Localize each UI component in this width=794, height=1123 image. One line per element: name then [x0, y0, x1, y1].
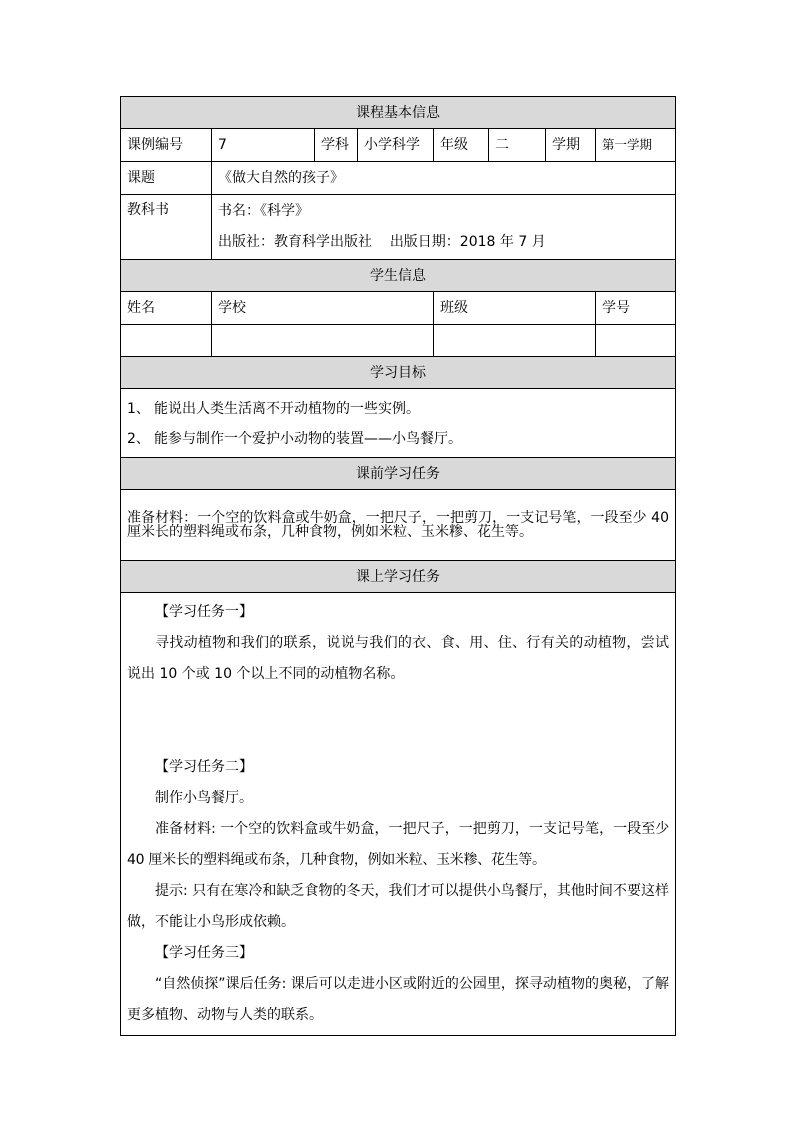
task1-text: 寻找动植物和我们的联系，说说与我们的衣、食、用、住、行有关的动植物，尝试说出 10 个或 10 个以上不同的动植物名称。	[127, 635, 669, 682]
grade-label: 年级	[434, 129, 489, 162]
task2-line1: 制作小鸟餐厅。	[155, 790, 253, 806]
task3-text: “自然侦探”课后任务: 课后可以走进小区或附近的公园里，探寻动植物的奥秘，了解更多植物、动物与人类的联系。	[127, 976, 669, 1023]
semester-label: 学期	[546, 129, 596, 162]
student-id-value	[596, 325, 676, 357]
task2-tip: 提示: 只有在寒冷和缺乏食物的冬天，我们才可以提供小鸟餐厅，其他时间不要这样做，不能让小鸟形成依赖。	[127, 883, 669, 930]
school-label: 学校	[212, 292, 434, 325]
task1-title: 【学习任务一】	[155, 604, 253, 620]
student-id-label: 学号	[596, 292, 676, 325]
book-name: 书名：《科学》	[218, 203, 309, 219]
class-value	[434, 325, 596, 357]
class-label: 班级	[434, 292, 596, 325]
section-basic-info: 课程基本信息	[121, 97, 676, 129]
topic-value: 《做大自然的孩子》	[212, 162, 676, 195]
school-value	[212, 325, 434, 357]
goal-item: 1、 能说出人类生活离不开动植物的一些实例。	[127, 401, 420, 417]
subject-label: 学科	[315, 129, 358, 162]
section-learning-goals: 学习目标	[121, 357, 676, 389]
publish-date: 出版日期：2018 年 7 月	[389, 234, 546, 250]
textbook-label: 教科书	[121, 195, 212, 260]
answer-space	[127, 690, 669, 752]
case-no-label: 课例编号	[121, 129, 212, 162]
publisher-line	[218, 227, 669, 258]
pre-class-materials: 准备材料：一个空的饮料盒或牛奶盒，一把尺子，一把剪刀，一支记号笔，一段至少 40 厘米长的塑料绳或布条，几种食物，例如米粒、玉米糁、花生等。	[121, 490, 676, 561]
learning-goals-list	[121, 389, 676, 458]
section-pre-class-tasks: 课前学习任务	[121, 458, 676, 490]
task3-title: 【学习任务三】	[155, 945, 253, 961]
semester-value: 第一学期	[596, 129, 676, 162]
task2-title: 【学习任务二】	[155, 759, 253, 775]
name-label: 姓名	[121, 292, 212, 325]
grade-value: 二	[489, 129, 546, 162]
task2-materials: 准备材料: 一个空的饮料盒或牛奶盒，一把尺子，一把剪刀，一支记号笔，一段至少 40 厘米长的塑料绳或布条，几种食物，例如米粒、玉米糁、花生等。	[127, 821, 669, 868]
textbook-info	[212, 195, 676, 260]
case-no-value: 7	[212, 129, 315, 162]
name-value	[121, 325, 212, 357]
section-in-class-tasks: 课上学习任务	[121, 561, 676, 593]
goal-item: 2、 能参与制作一个爱护小动物的装置——小鸟餐厅。	[127, 431, 462, 447]
subject-value: 小学科学	[358, 129, 434, 162]
in-class-tasks	[121, 593, 676, 1036]
section-student-info: 学生信息	[121, 260, 676, 292]
publisher: 出版社：教育科学出版社	[218, 234, 372, 250]
topic-label: 课题	[121, 162, 212, 195]
course-info-table	[120, 96, 676, 1036]
